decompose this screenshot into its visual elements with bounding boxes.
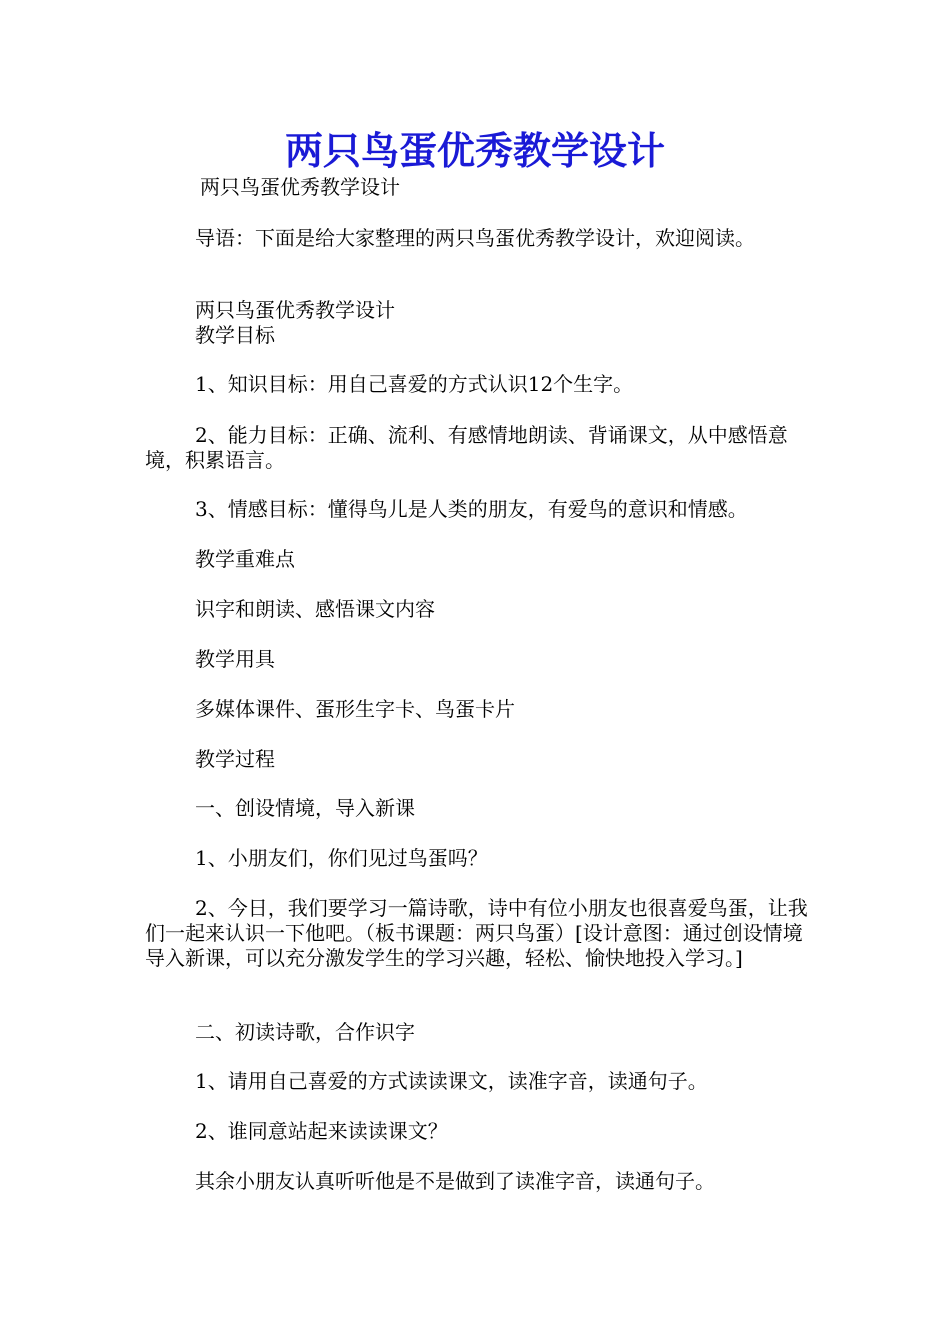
paragraph-heading-goals: 教学目标 [195, 323, 275, 347]
paragraph-intro: 导语：下面是给大家整理的两只鸟蛋优秀教学设计，欢迎阅读。 [195, 226, 755, 250]
paragraph-heading-process: 教学过程 [195, 747, 275, 771]
document-subtitle: 两只鸟蛋优秀教学设计 [200, 175, 400, 199]
paragraph-goal-knowledge: 1、知识目标：用自己喜爱的方式认识12个生字。 [195, 372, 634, 396]
paragraph-heading-design: 两只鸟蛋优秀教学设计 [195, 298, 395, 322]
paragraph-section-one: 一、创设情境，导入新课 [195, 796, 415, 820]
paragraph-heading-keypoints: 教学重难点 [195, 547, 295, 571]
paragraph-read-step-1: 1、请用自己喜爱的方式读读课文，读准字音，读通句子。 [195, 1069, 708, 1093]
paragraph-section-two: 二、初读诗歌，合作识字 [195, 1020, 415, 1044]
paragraph-others-listen: 其余小朋友认真听听他是不是做到了读准字音，读通句子。 [195, 1169, 715, 1193]
paragraph-goal-emotion: 3、情感目标：懂得鸟儿是人类的朋友，有爱鸟的意识和情感。 [195, 497, 748, 521]
paragraph-heading-tools: 教学用具 [195, 647, 275, 671]
paragraph-keypoints: 识字和朗读、感悟课文内容 [195, 597, 435, 621]
paragraph-step-2: 2、今日，我们要学习一篇诗歌，诗中有位小朋友也很喜爱鸟蛋，让我们一起来认识一下他吧。（板书课题：两只鸟蛋）[设计意图：通过创设情境导入新课，可以充分激发学生的学习兴趣，轻松、愉快地投入学习。] [145, 896, 808, 970]
paragraph-read-step-2: 2、谁同意站起来读读课文？ [195, 1119, 448, 1143]
paragraph-tools: 多媒体课件、蛋形生字卡、鸟蛋卡片 [195, 697, 515, 721]
paragraph-goal-ability: 2、能力目标：正确、流利、有感情地朗读、背诵课文，从中感悟意境，积累语言。 [145, 423, 788, 472]
document-title: 两只鸟蛋优秀教学设计 [284, 128, 665, 173]
paragraph-step-1: 1、小朋友们，你们见过鸟蛋吗？ [195, 846, 488, 870]
